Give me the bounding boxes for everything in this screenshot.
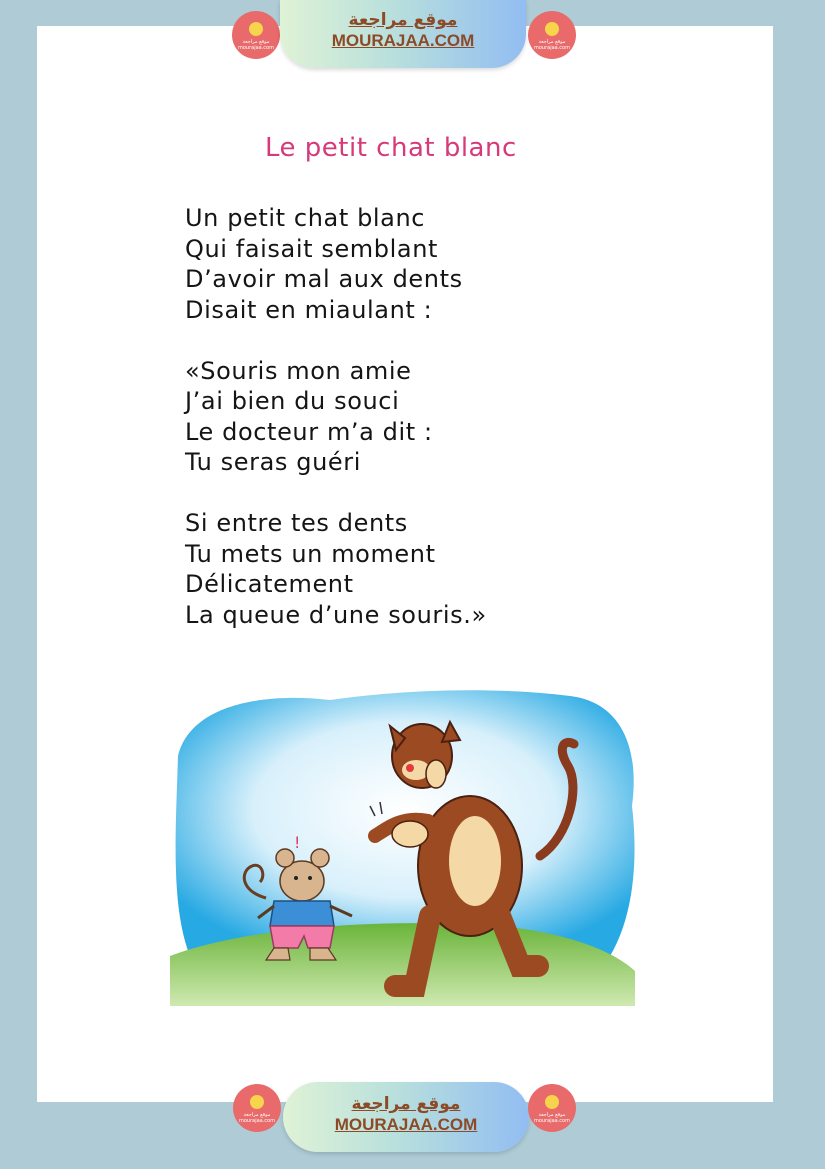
- site-logo-left-bottom: موقع مراجعة mourajaa.com: [233, 1084, 281, 1132]
- poem-line: D’avoir mal aux dents: [185, 265, 463, 293]
- poem-line: La queue d’une souris.»: [185, 600, 487, 629]
- poem-line: «Souris mon amie: [185, 356, 412, 385]
- poem-line: Tu mets un moment: [185, 539, 436, 568]
- watermark-arabic: موقع مراجعة: [348, 10, 458, 30]
- watermark-site: MOURAJAA.COM: [331, 31, 475, 50]
- poem-line: Délicatement: [185, 570, 354, 598]
- poem-line: Un petit chat blanc: [185, 204, 426, 232]
- site-logo-right-top: موقع مراجعة mourajaa.com: [528, 11, 576, 59]
- site-logo-right-bottom: موقع مراجعة mourajaa.com: [528, 1084, 576, 1132]
- poem-line: Qui faisait semblant: [185, 234, 439, 263]
- poem-line: Tu seras guéri: [185, 448, 361, 476]
- poem-line: Disait en miaulant :: [185, 295, 433, 324]
- cat-and-mouse-illustration: [170, 686, 635, 1006]
- watermark-arabic: موقع مراجعة: [351, 1094, 461, 1114]
- site-watermark-bottom[interactable]: [283, 1082, 529, 1152]
- poem-line: J’ai bien du souci: [185, 387, 400, 415]
- poem-line: Le docteur m’a dit :: [185, 417, 433, 446]
- site-watermark-top[interactable]: [280, 0, 526, 68]
- poem-body: [185, 203, 487, 630]
- svg-text:!: !: [294, 833, 301, 852]
- watermark-site: MOURAJAA.COM: [334, 1115, 478, 1134]
- site-logo-left-top: موقع مراجعة mourajaa.com: [232, 11, 280, 59]
- poem-line: Si entre tes dents: [185, 509, 408, 537]
- poem-title: Le petit chat blanc: [265, 133, 517, 163]
